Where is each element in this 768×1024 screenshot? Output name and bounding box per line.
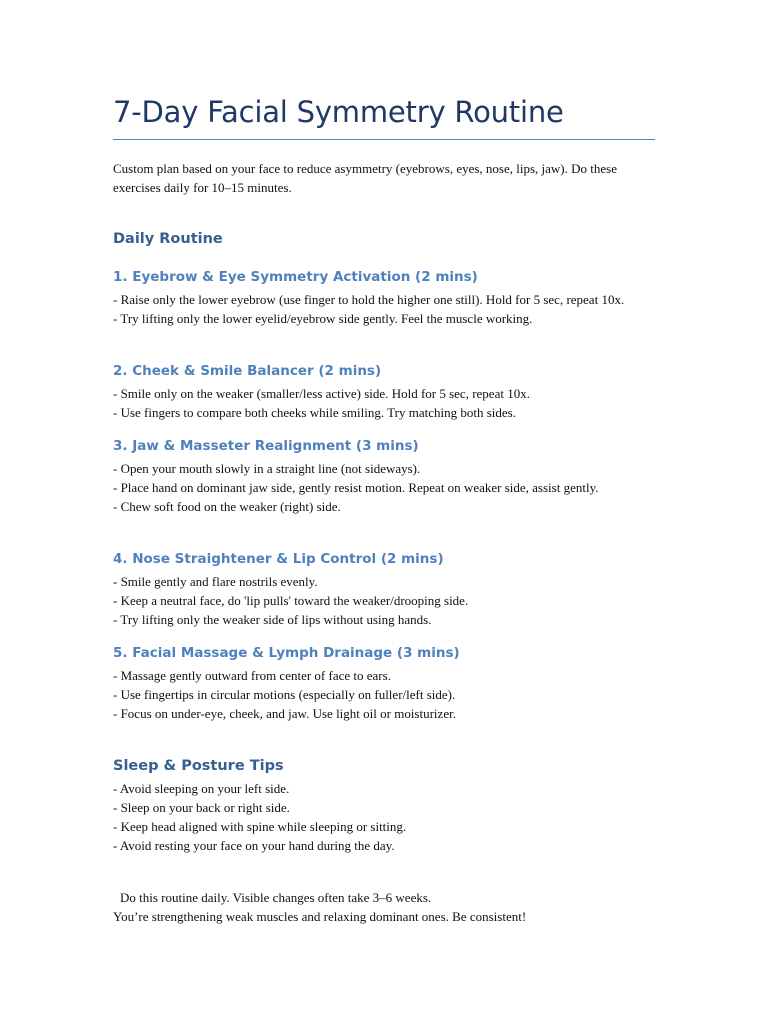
sleep-tip-line: - Avoid sleeping on your left side. [113, 781, 290, 796]
section-3-heading: 3. Jaw & Masseter Realignment (3 mins) [113, 438, 419, 454]
section-4-heading: 4. Nose Straightener & Lip Control (2 mins) [113, 551, 444, 567]
intro-paragraph: Custom plan based on your face to reduce asymmetry (eyebrows, eyes, nose, lips, jaw). Do these exercises daily for 10–15 minutes. [113, 161, 617, 195]
section-5-heading: 5. Facial Massage & Lymph Drainage (3 mins) [113, 645, 460, 661]
section-4-line: - Smile gently and flare nostrils evenly. [113, 574, 318, 589]
sleep-tip-line: - Keep head aligned with spine while sleeping or sitting. [113, 819, 407, 834]
section-1-line: - Try lifting only the lower eyelid/eyebrow side gently. Feel the muscle working. [113, 311, 533, 326]
section-1-heading: 1. Eyebrow & Eye Symmetry Activation (2 mins) [113, 269, 478, 285]
section-3-line: - Chew soft food on the weaker (right) side. [113, 499, 341, 514]
section-3-body [113, 459, 655, 516]
document-title: 7-Day Facial Symmetry Routine [113, 95, 564, 129]
section-2-body [113, 384, 655, 422]
section-5-line: - Massage gently outward from center of face to ears. [113, 668, 391, 683]
section-2-line: - Use fingers to compare both cheeks while smiling. Try matching both sides. [113, 405, 516, 420]
section-2-heading: 2. Cheek & Smile Balancer (2 mins) [113, 363, 382, 379]
section-2-line: - Smile only on the weaker (smaller/less active) side. Hold for 5 sec, repeat 10x. [113, 386, 530, 401]
section-5-line: - Use fingertips in circular motions (especially on fuller/left side). [113, 687, 456, 702]
section-5-body [113, 666, 655, 723]
section-4-line: - Try lifting only the weaker side of lips without using hands. [113, 612, 432, 627]
section-3-line: - Open your mouth slowly in a straight line (not sideways). [113, 461, 421, 476]
title-underline [113, 139, 655, 140]
section-3-line: - Place hand on dominant jaw side, gently resist motion. Repeat on weaker side, assist gently. [113, 480, 599, 495]
sleep-tip-line: - Avoid resting your face on your hand during the day. [113, 838, 395, 853]
closing-line: Do this routine daily. Visible changes often take 3–6 weeks. [120, 890, 432, 905]
closing-line: You’re strengthening weak muscles and relaxing dominant ones. Be consistent! [113, 909, 527, 924]
sleep-posture-heading: Sleep & Posture Tips [113, 758, 284, 774]
closing-note [113, 888, 673, 926]
section-4-line: - Keep a neutral face, do 'lip pulls' toward the weaker/drooping side. [113, 593, 469, 608]
sleep-posture-body [113, 779, 655, 855]
section-5-line: - Focus on under-eye, cheek, and jaw. Use light oil or moisturizer. [113, 706, 456, 721]
section-1-line: - Raise only the lower eyebrow (use finger to hold the higher one still). Hold for 5 sec, repeat 10x. [113, 292, 625, 307]
section-1-body [113, 290, 655, 328]
sleep-tip-line: - Sleep on your back or right side. [113, 800, 290, 815]
section-4-body [113, 572, 655, 629]
daily-routine-heading: Daily Routine [113, 231, 223, 247]
